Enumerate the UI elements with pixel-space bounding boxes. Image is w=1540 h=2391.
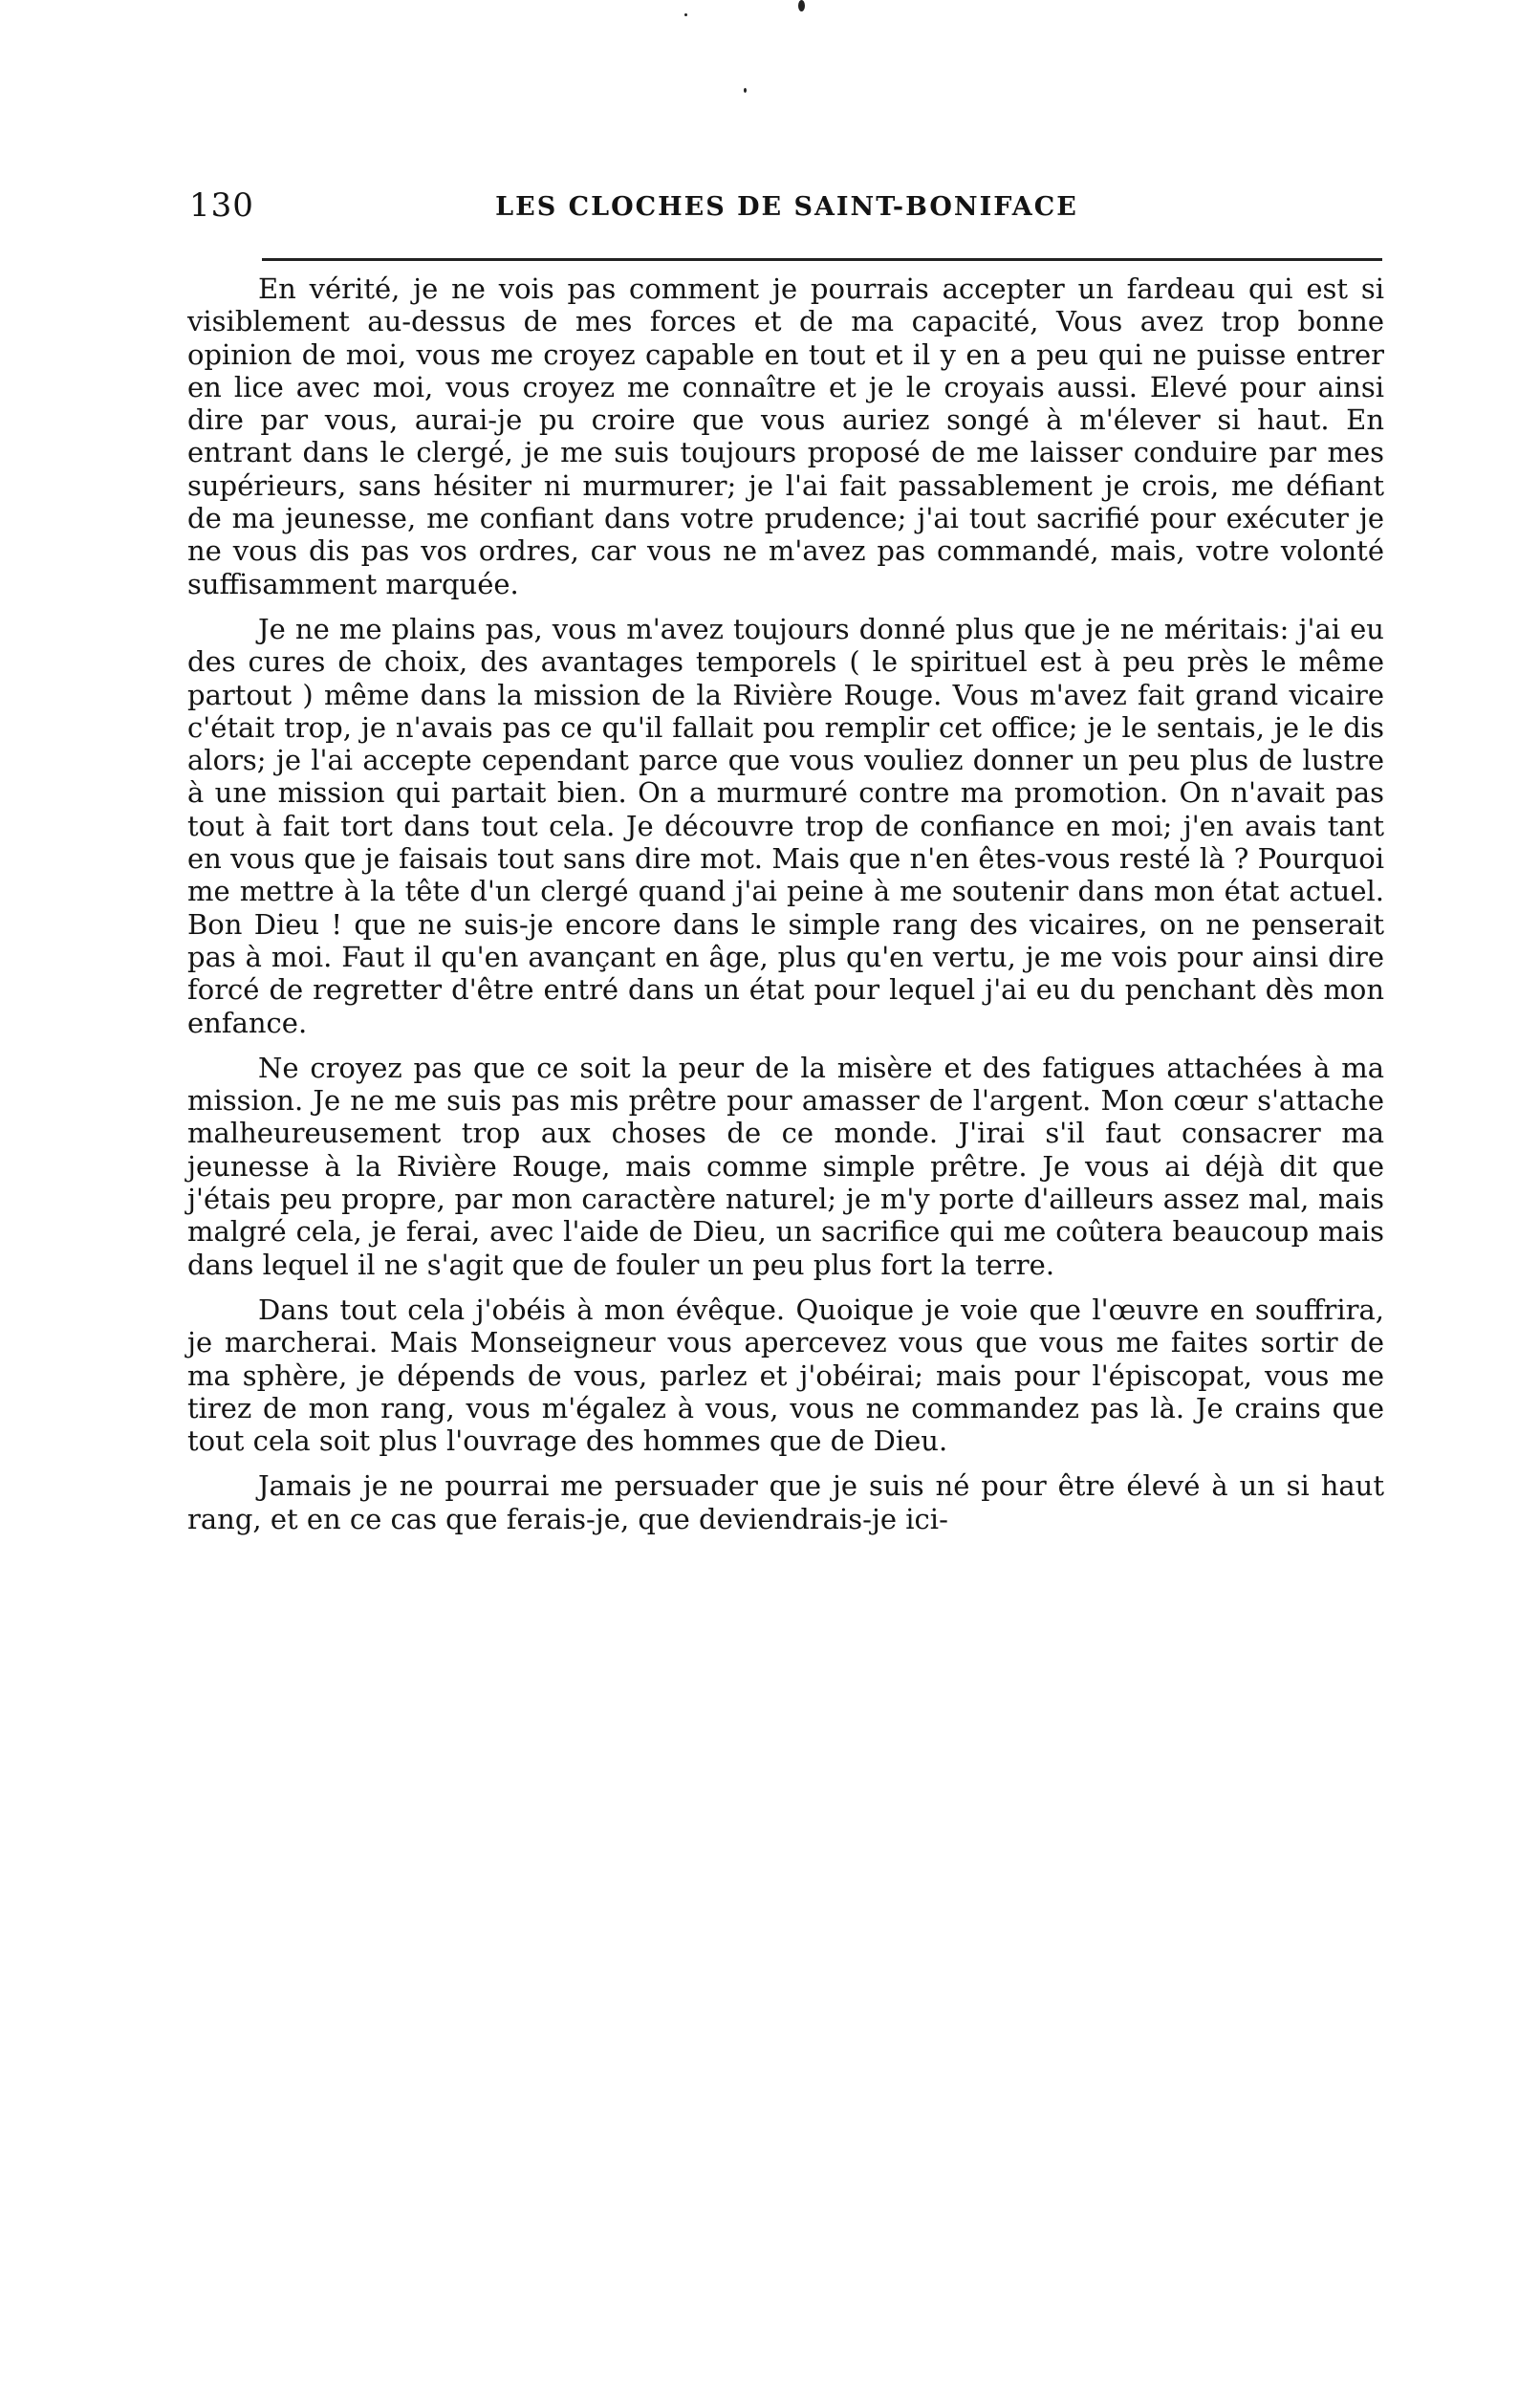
ink-speck: [684, 13, 687, 16]
running-title: LES CLOCHES DE SAINT-BONIFACE: [495, 192, 1078, 222]
paragraph: Dans tout cela j'obéis à mon évêque. Quoique je voie que l'œuvre en souffrira, je marcherai. Mais Monseigneur vous apercevez vous que vous me faites sortir de ma sphère, je dépends de vous, parlez et j'obéirai; mais pour l'épiscopat, vous me tirez de mon rang, vous m'égalez à vous, vous ne commandez pas là. Je crains que tout cela soit plus l'ouvrage des hommes que de Dieu.: [187, 1293, 1384, 1458]
ink-speck: [798, 0, 805, 11]
header-rule: [262, 258, 1382, 261]
paragraph: En vérité, je ne vois pas comment je pourrais accepter un fardeau qui est si visiblement au-dessus de mes forces et de ma capacité, Vous avez trop bonne opinion de moi, vous me croyez capable en tout et il y en a peu qui ne puisse entrer en lice avec moi, vous croyez me connaître et je le croyais aussi. Elevé pour ainsi dire par vous, aurai-je pu croire que vous auriez songé à m'élever si haut. En entrant dans le clergé, je me suis toujours proposé de me laisser conduire par mes supérieurs, sans hésiter ni murmurer; je l'ai fait passablement je crois, me défiant de ma jeunesse, me confiant dans votre prudence; j'ai tout sacrifié pour exécuter je ne vous dis pas vos ordres, car vous ne m'avez pas commandé, mais, votre volonté suffisamment marquée.: [187, 272, 1384, 600]
body-text: [187, 272, 1384, 2261]
ink-speck: [744, 88, 747, 93]
paragraph: Ne croyez pas que ce soit la peur de la misère et des fatigues attachées à ma mission. Je ne me suis pas mis prêtre pour amasser de l'argent. Mon cœur s'attache malheureusement trop aux choses de ce monde. J'irai s'il faut consacrer ma jeunesse à la Rivière Rouge, mais comme simple prêtre. Je vous ai déjà dit que j'étais peu propre, par mon caractère naturel; je m'y porte d'ailleurs assez mal, mais malgré cela, je ferai, avec l'aide de Dieu, un sacrifice qui me coûtera beaucoup mais dans lequel il ne s'agit que de fouler un peu plus fort la terre.: [187, 1051, 1384, 1281]
paragraph: Je ne me plains pas, vous m'avez toujours donné plus que je ne méritais: j'ai eu des cures de choix, des avantages temporels ( le spirituel est à peu près le même partout ) même dans la mission de la Rivière Rouge. Vous m'avez fait grand vicaire c'était trop, je n'avais pas ce qu'il fallait pou remplir cet office; je le sentais, je le dis alors; je l'ai accepte cependant parce que vous vouliez donner un peu plus de lustre à une mission qui partait bien. On a murmuré contre ma promotion. On n'avait pas tout à fait tort dans tout cela. Je découvre trop de confiance en moi; j'en avais tant en vous que je faisais tout sans dire mot. Mais que n'en êtes-vous resté là ? Pourquoi me mettre à la tête d'un clergé quand j'ai peine à me soutenir dans mon état actuel. Bon Dieu ! que ne suis-je encore dans le simple rang des vicaires, on ne penserait pas à moi. Faut il qu'en avançant en âge, plus qu'en vertu, je me vois pour ainsi dire forcé de regretter d'être entré dans un état pour lequel j'ai eu du penchant dès mon enfance.: [187, 612, 1384, 1039]
page-number: 130: [189, 186, 254, 225]
page-header: [189, 182, 1384, 235]
paragraph: Jamais je ne pourrai me persuader que je suis né pour être élevé à un si haut rang, et en ce cas que ferais-je, que deviendrais-je ici-: [187, 1469, 1384, 1535]
